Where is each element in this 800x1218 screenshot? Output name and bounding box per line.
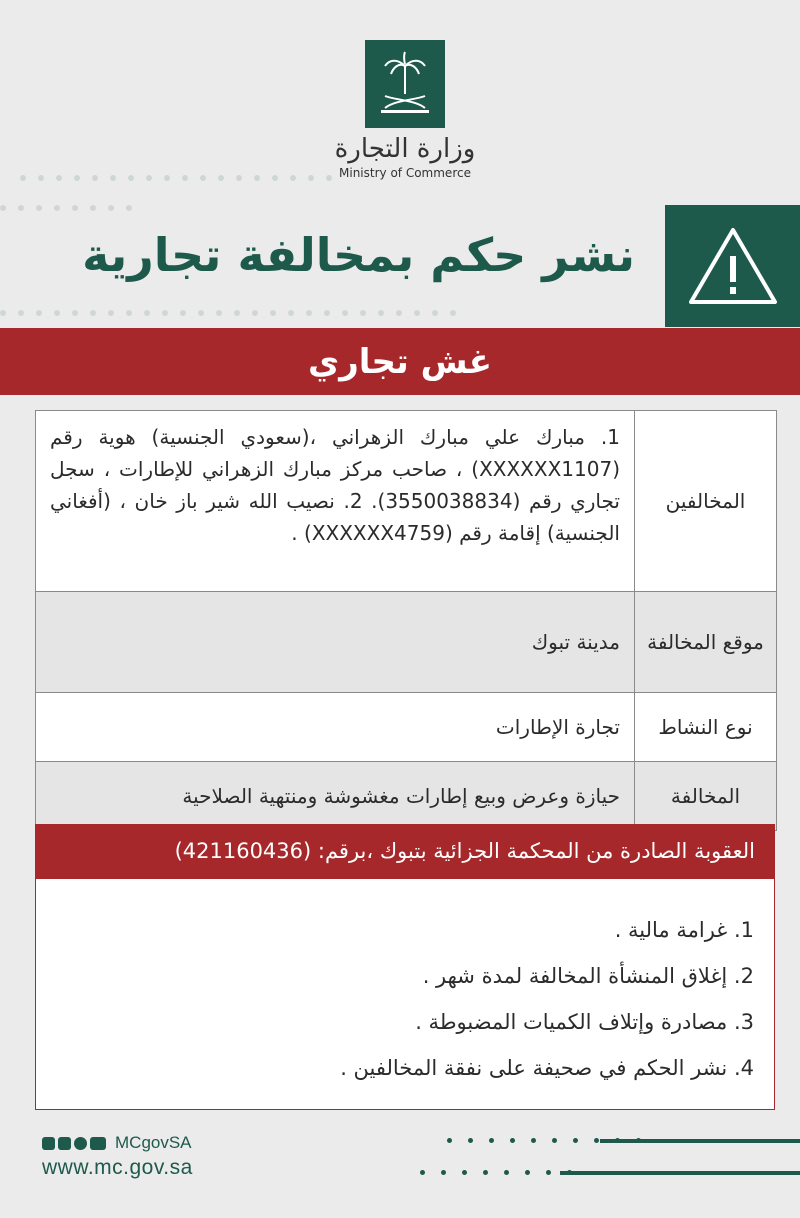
decorative-dots xyxy=(0,205,132,211)
penalty-list xyxy=(35,878,775,1110)
website-link[interactable]: www.mc.gov.sa xyxy=(42,1156,193,1179)
decorative-line xyxy=(600,1139,800,1143)
table-row-violators xyxy=(36,411,776,592)
page-title: نشر حكم بمخالفة تجارية xyxy=(82,228,635,282)
table-row-location xyxy=(36,592,776,693)
row-label: المخالفة xyxy=(634,762,776,830)
row-label: المخالفين xyxy=(634,411,776,591)
decorative-dots xyxy=(20,175,332,181)
decorative-line xyxy=(560,1171,800,1175)
ministry-logo xyxy=(330,40,480,180)
category-label: غش تجاري xyxy=(308,341,492,382)
ministry-name-arabic: وزارة التجارة xyxy=(334,134,476,164)
twitter-icon[interactable] xyxy=(42,1137,55,1150)
table-row-violation xyxy=(36,762,776,830)
penalty-heading: العقوبة الصادرة من المحكمة الجزائية بتبوك ،برقم: (421160436) xyxy=(35,824,775,878)
row-value: حيازة وعرض وبيع إطارات مغشوشة ومنتهية الصلاحية xyxy=(182,784,620,808)
row-label: موقع المخالفة xyxy=(634,592,776,692)
instagram-icon[interactable] xyxy=(74,1137,87,1150)
list-item: 1. غرامة مالية . xyxy=(614,918,754,942)
table-row-activity xyxy=(36,693,776,762)
row-value: مدينة تبوك xyxy=(531,630,620,654)
list-item: 4. نشر الحكم في صحيفة على نفقة المخالفين . xyxy=(340,1056,754,1080)
decorative-dots xyxy=(0,310,456,316)
youtube-icon[interactable] xyxy=(90,1137,106,1150)
list-item: 2. إغلاق المنشأة المخالفة لمدة شهر . xyxy=(422,964,754,988)
social-links xyxy=(42,1133,192,1153)
saudi-emblem-icon xyxy=(365,40,445,128)
decorative-dots xyxy=(420,1170,572,1175)
warning-triangle-icon xyxy=(685,224,781,308)
row-label: نوع النشاط xyxy=(634,693,776,761)
facebook-icon[interactable] xyxy=(58,1137,71,1150)
ministry-name-english: Ministry of Commerce xyxy=(339,166,471,180)
row-value: تجارة الإطارات xyxy=(495,715,620,739)
list-item: 3. مصادرة وإتلاف الكميات المضبوطة . xyxy=(415,1010,754,1034)
category-banner xyxy=(0,328,800,395)
violation-details-table xyxy=(35,410,777,831)
warning-box xyxy=(665,205,800,327)
social-handle[interactable]: MCgovSA xyxy=(115,1133,192,1152)
row-value: 1. مبارك علي مبارك الزهراني ،(سعودي الجنسية) هوية رقم (XXXXXX1107) ، صاحب مركز مبارك الزهراني للإطارات ، سجل تجاري رقم (3550038834). 2. نصيب الله شير باز خان ، (أفغاني الجنسية) إقامة رقم (XXXXXX4759) . xyxy=(50,425,620,545)
